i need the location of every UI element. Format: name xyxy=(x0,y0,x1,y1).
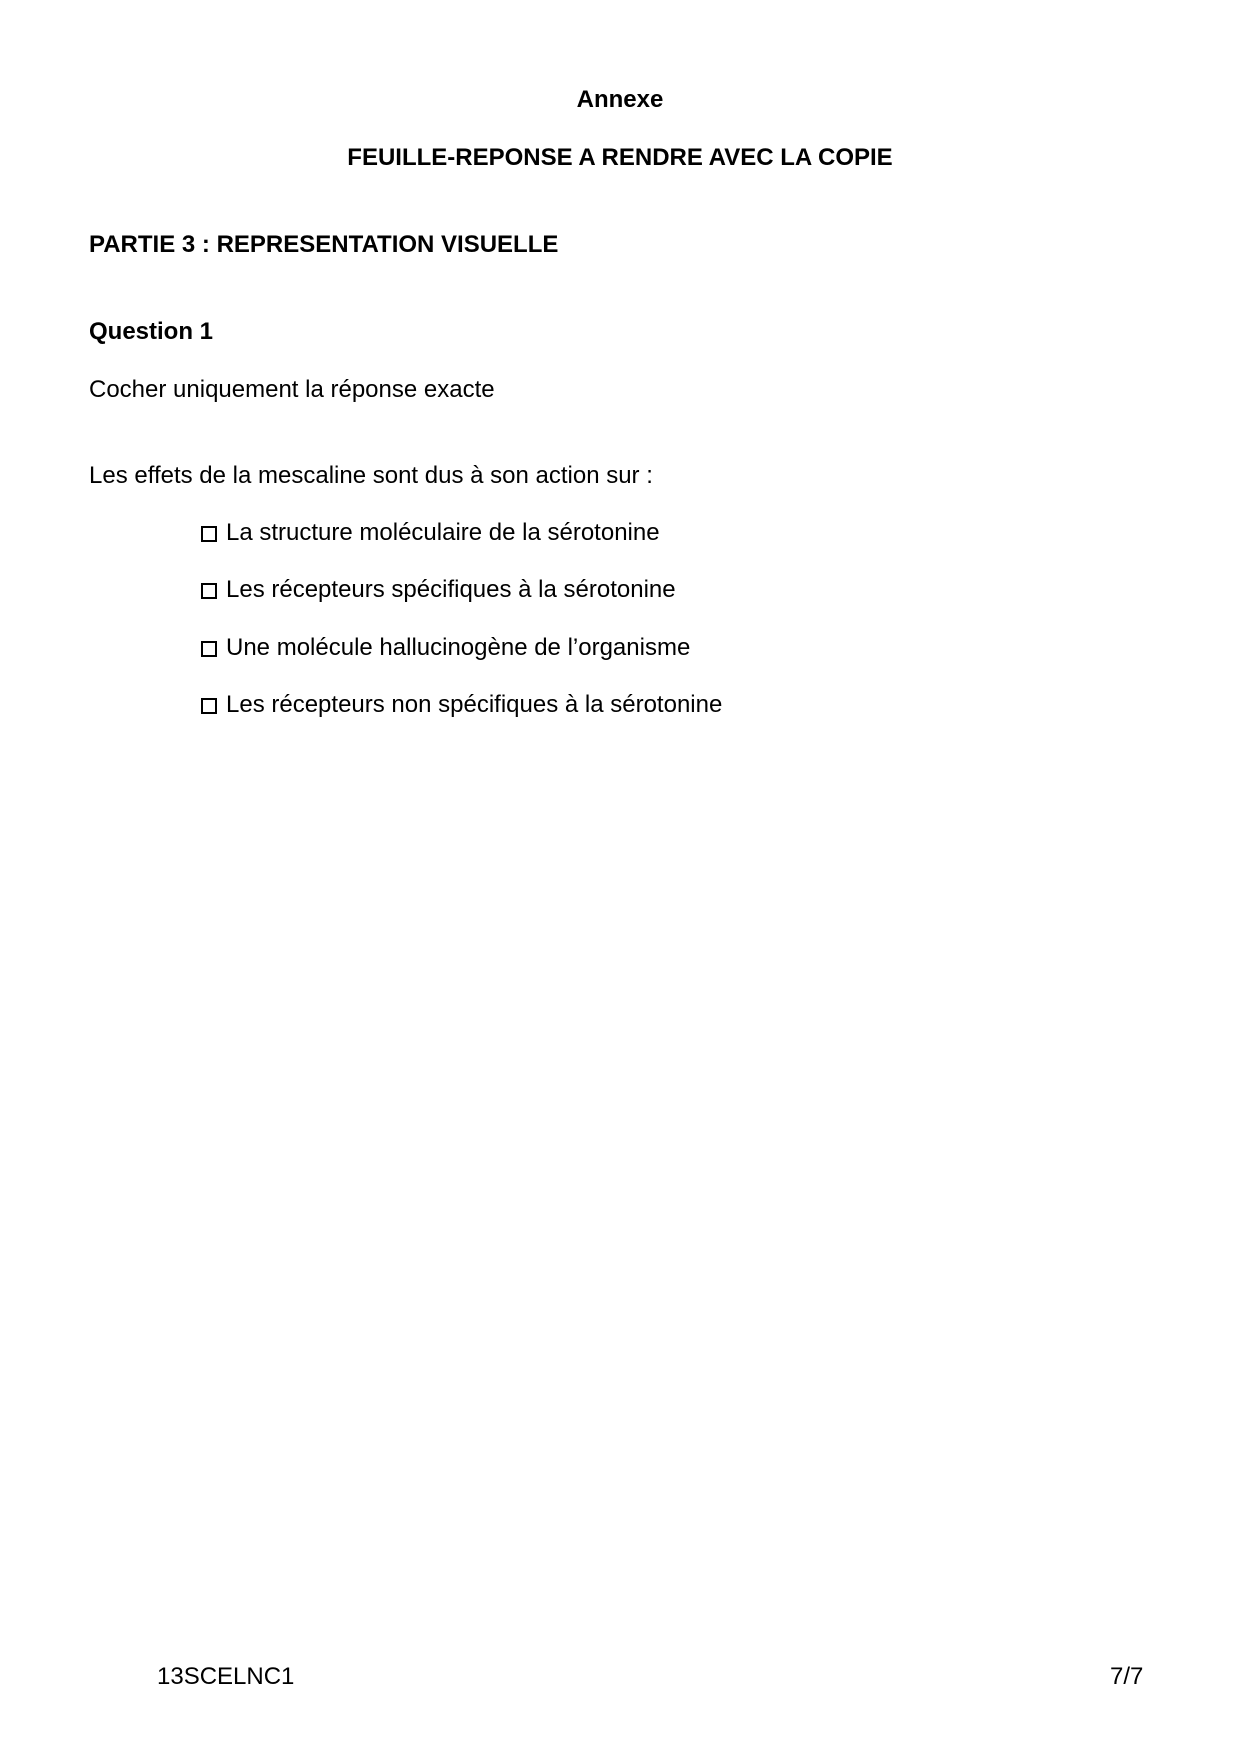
answer-option-label: Une molécule hallucinogène de l’organisme xyxy=(226,634,691,661)
answer-option-label: Les récepteurs non spécifiques à la sérotonine xyxy=(226,691,723,718)
checkbox-icon[interactable] xyxy=(201,641,217,657)
section-title: PARTIE 3 : REPRESENTATION VISUELLE xyxy=(89,231,559,258)
annexe-title: Annexe xyxy=(576,86,664,113)
answer-option-1[interactable] xyxy=(201,519,660,547)
answer-option-2[interactable] xyxy=(201,576,676,604)
answer-option-label: Les récepteurs spécifiques à la sérotonine xyxy=(226,576,676,603)
checkbox-icon[interactable] xyxy=(201,526,217,542)
answer-option-3[interactable] xyxy=(201,634,690,662)
page-number: 7/7 xyxy=(1110,1663,1144,1690)
answer-sheet-title: FEUILLE-REPONSE A RENDRE AVEC LA COPIE xyxy=(347,144,893,171)
question-label: Question 1 xyxy=(89,318,214,345)
answer-option-label: La structure moléculaire de la sérotonine xyxy=(226,519,660,546)
question-stem: Les effets de la mescaline sont dus à son action sur : xyxy=(89,462,653,489)
document-code: 13SCELNC1 xyxy=(157,1663,295,1690)
answer-option-4[interactable] xyxy=(201,691,722,719)
checkbox-icon[interactable] xyxy=(201,698,217,714)
checkbox-icon[interactable] xyxy=(201,583,217,599)
question-instruction: Cocher uniquement la réponse exacte xyxy=(89,376,495,403)
